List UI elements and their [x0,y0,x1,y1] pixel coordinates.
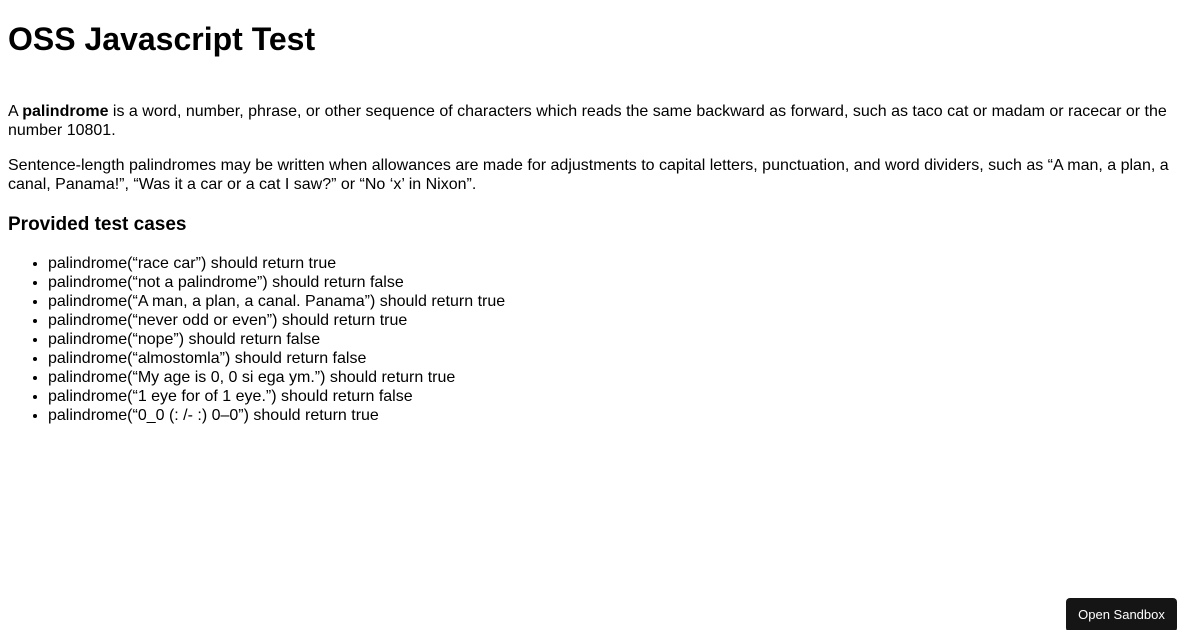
test-cases-heading: Provided test cases [8,214,187,235]
intro-suffix: is a word, number, phrase, or other sequence of characters which reads the same backward as forward, such as taco cat or madam or racecar or the number 10801. [8,103,1167,139]
open-sandbox-button[interactable]: Open Sandbox [1066,598,1177,630]
list-item: • palindrome(“not a palindrome”) should return false [48,273,505,292]
page-root [0,21,1200,630]
list-item: • palindrome(“nope”) should return false [48,330,505,349]
intro-paragraph [8,102,1192,140]
test-cases-list [8,254,505,425]
palindrome-term: palindrome [22,103,109,120]
list-item: • palindrome(“My age is 0, 0 si ega ym.”) should return true [48,368,505,387]
list-item: • palindrome(“1 eye for of 1 eye.”) should return false [48,387,505,406]
list-item: • palindrome(“almostomla”) should return false [48,349,505,368]
list-item: • palindrome(“A man, a plan, a canal. Panama”) should return true [48,292,505,311]
sentence-palindrome-paragraph: Sentence-length palindromes may be written when allowances are made for adjustments to capital letters, punctuation, and word dividers, such as “A man, a plan, a canal, Panama!”, “Was it a car or a cat I saw?” or “No ‘x’ in Nixon”. [8,157,1169,193]
page-title: OSS Javascript Test [8,21,316,57]
list-item: • palindrome(“never odd or even”) should return true [48,311,505,330]
list-item: • palindrome(“race car”) should return true [48,254,505,273]
list-item: • palindrome(“0_0 (: /- :) 0–0”) should return true [48,406,505,425]
intro-prefix: A [8,103,23,120]
